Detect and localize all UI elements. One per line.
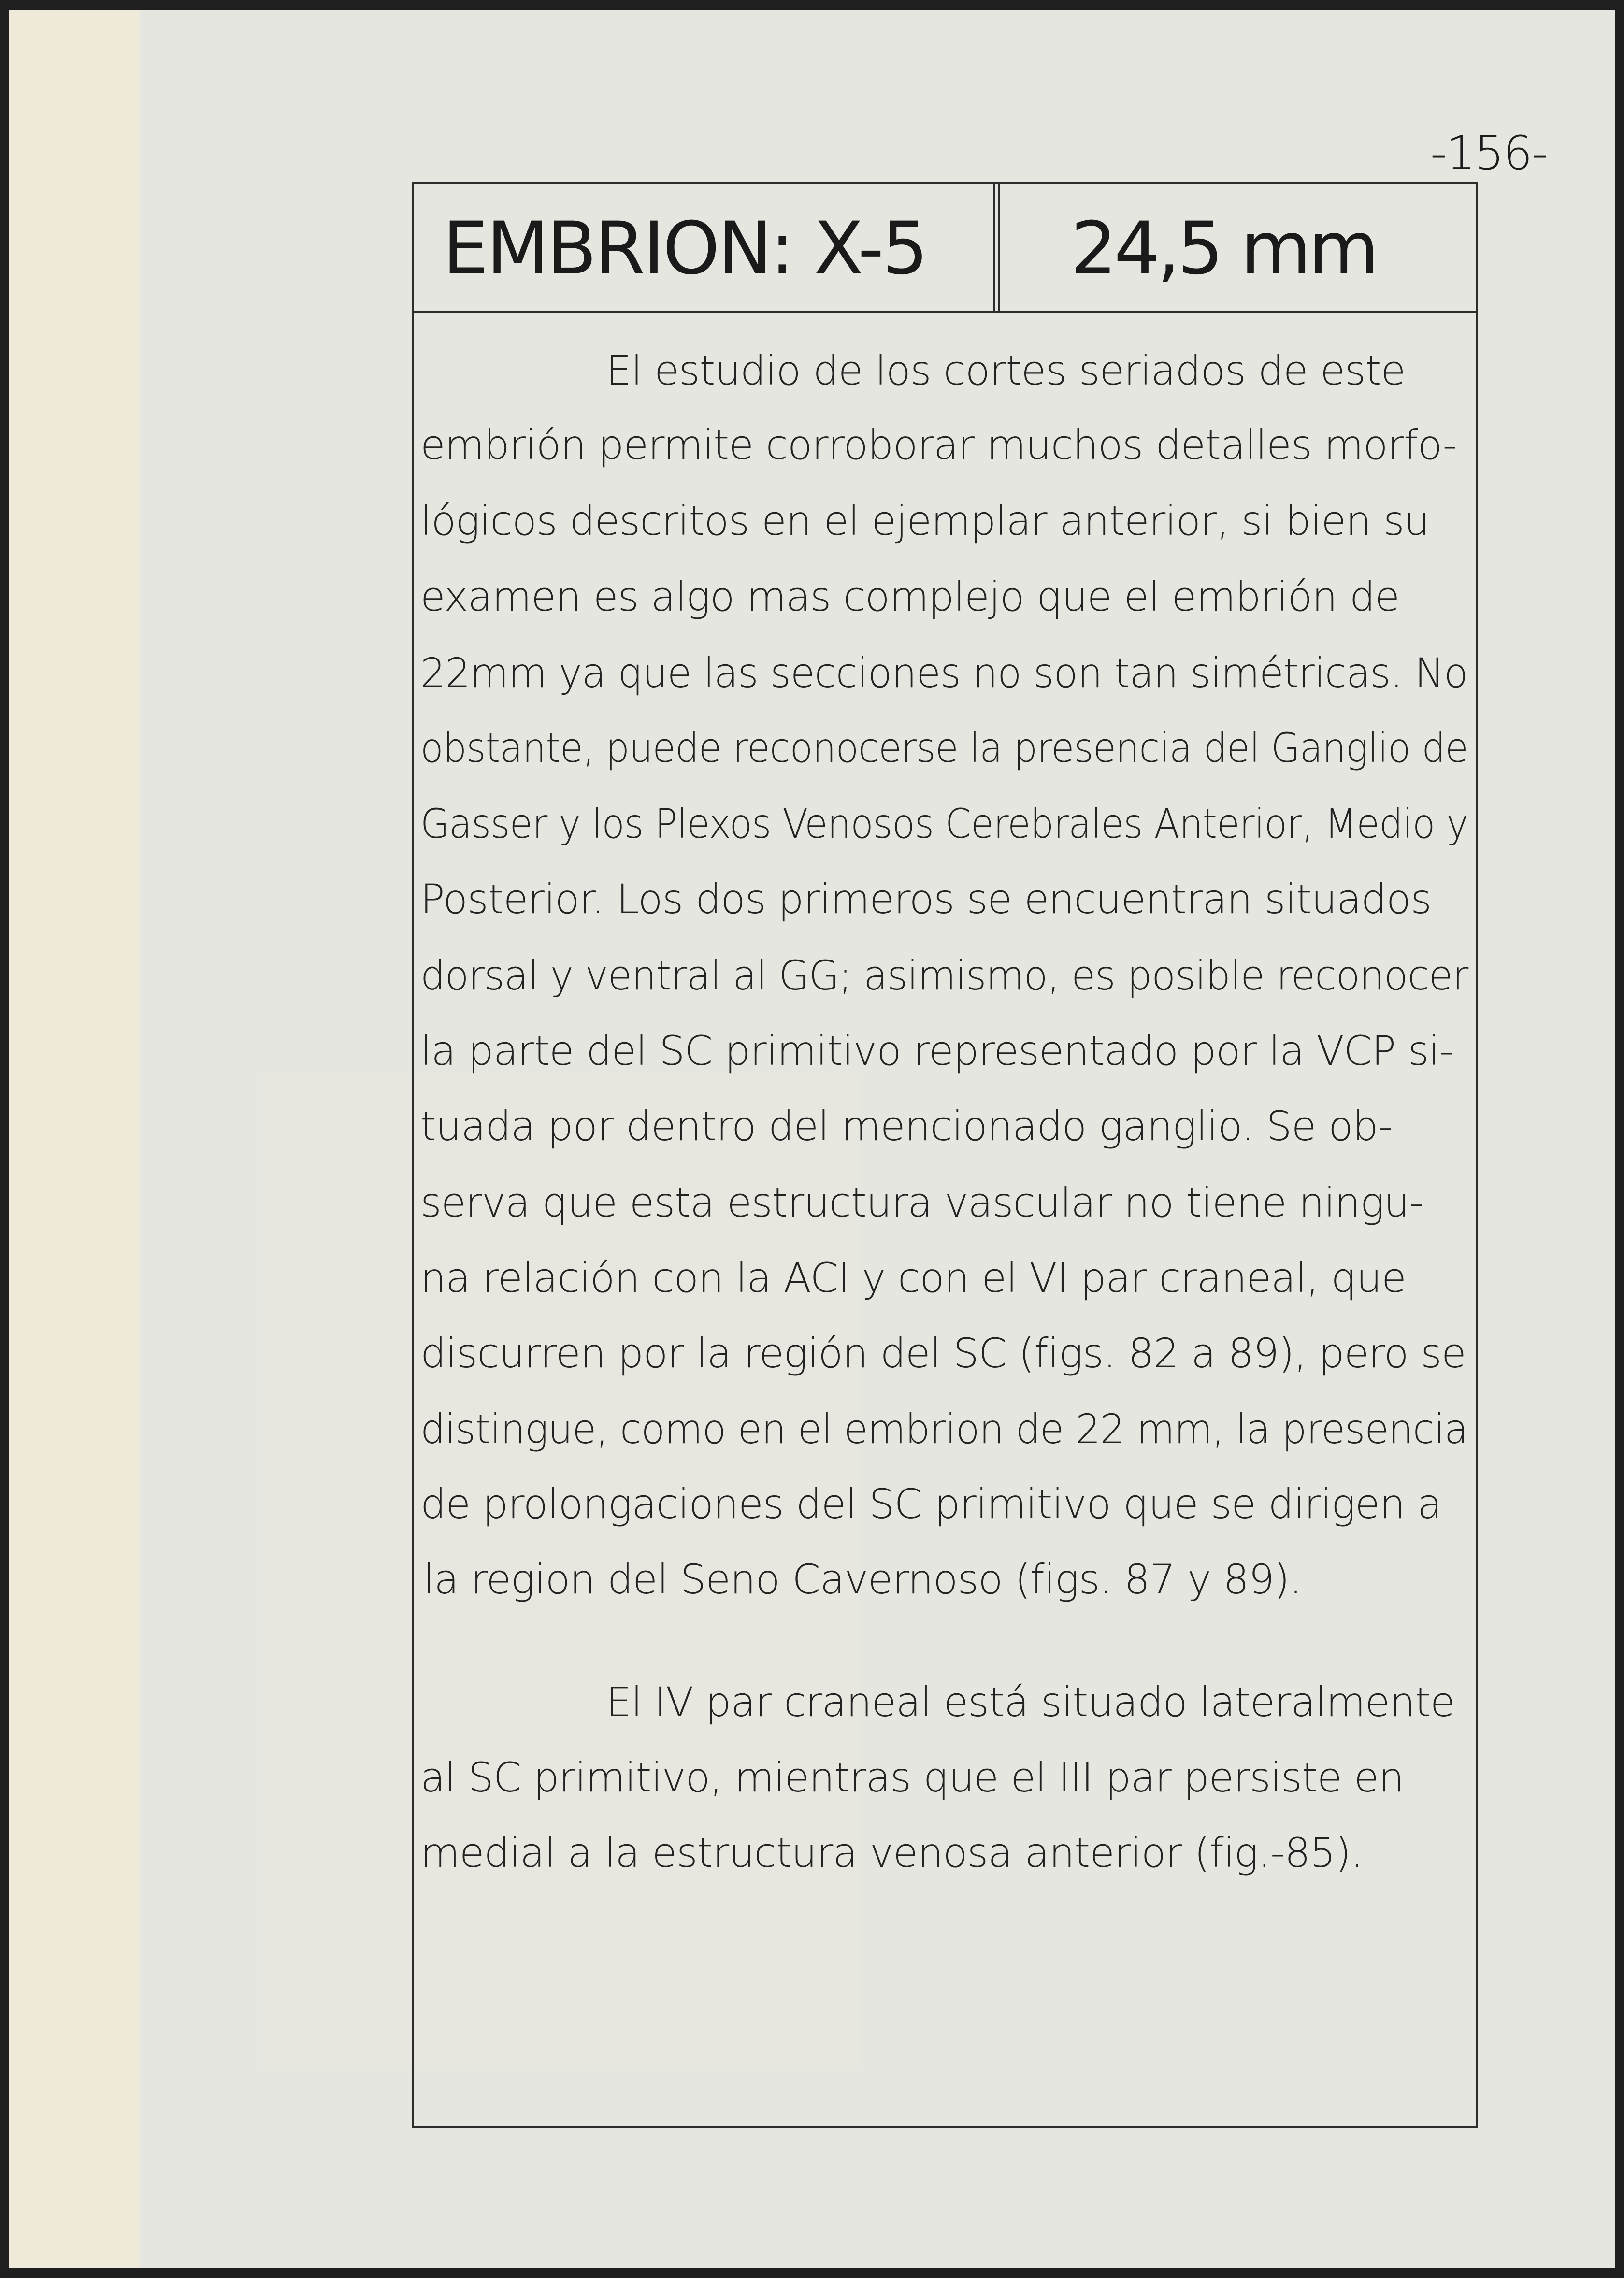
text-line: tuada por dentro del mencionado ganglio. Se ob- [420,1103,1393,1150]
header-double-divider [993,184,1000,311]
text-line: examen es algo mas complejo que el embrión de [420,573,1399,620]
text-line: El estudio de los cortes seriados de este [606,347,1406,394]
paper-left-edge [9,10,140,2268]
header-row [414,184,1476,313]
embryo-id: EMBRION: X-5 [443,207,926,291]
text-line: la region del Seno Cavernoso (figs. 87 y 89). [423,1556,1302,1603]
text-line: distingue, como en el embrion de 22 mm, la presencia [420,1405,1468,1453]
text-line: obstante, puede reconocerse la presencia del Ganglio de [420,724,1468,772]
text-line: El IV par craneal está situado lateralmente [606,1678,1455,1726]
text-line: serva que esta estructura vascular no tiene ningu- [420,1179,1423,1226]
text-line: la parte del SC primitivo representado por la VCP si- [420,1027,1454,1075]
text-line: medial a la estructura venosa anterior (fig.-85). [420,1829,1363,1877]
content-frame [412,182,1478,2128]
text-line: de prolongaciones del SC primitivo que se dirigen a [420,1480,1442,1528]
page-number: -156- [1430,126,1548,180]
text-line: Gasser y los Plexos Venosos Cerebrales Anterior, Medio y [420,800,1468,847]
text-line: discurren por la región del SC (figs. 82 a 89), pero se [420,1330,1466,1377]
text-line: dorsal y ventral al GG; asimismo, es posible reconocer [420,952,1468,999]
text-line: embrión permite corroborar muchos detalles morfo- [420,421,1457,469]
text-line: al SC primitivo, mientras que el III par persiste en [420,1754,1404,1801]
text-line: 22mm ya que las secciones no son tan simétricas. No [420,649,1468,697]
embryo-size: 24,5 mm [1071,207,1376,291]
text-line: Posterior. Los dos primeros se encuentran situados [420,875,1432,923]
text-line: na relación con la ACI y con el VI par craneal, que [420,1254,1406,1302]
text-line: lógicos descritos en el ejemplar anterior, si bien su [420,497,1429,544]
